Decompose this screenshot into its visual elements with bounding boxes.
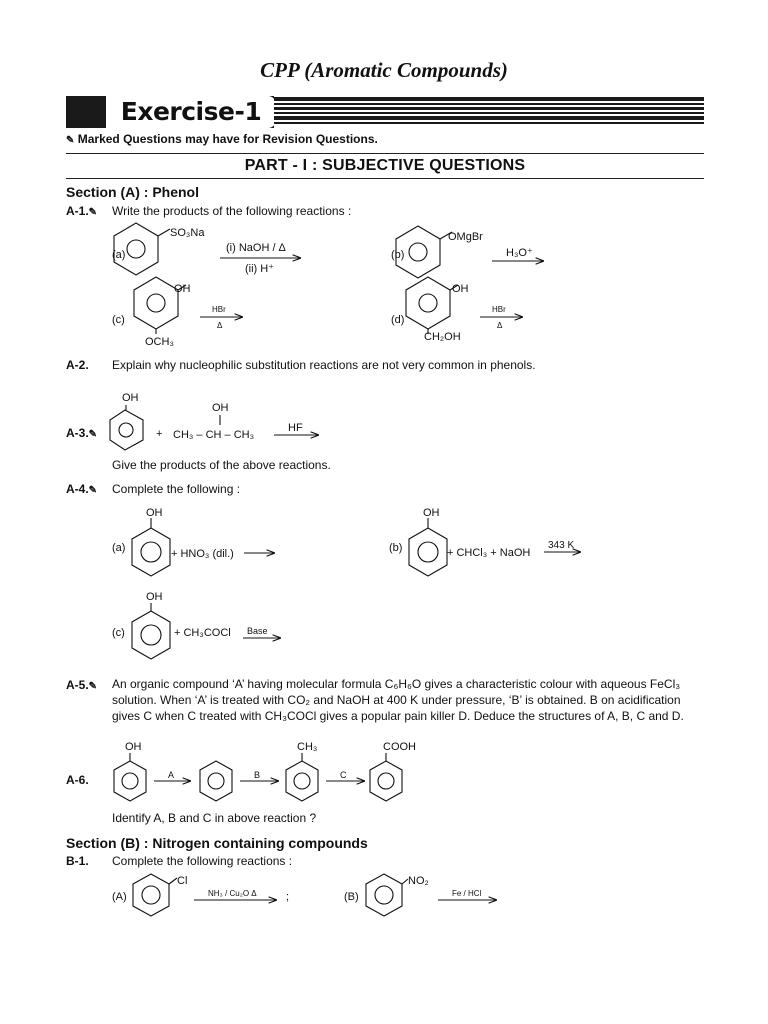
question-number-a1: A-1.✎	[66, 204, 98, 218]
substituent-ch3: CH₃	[297, 741, 318, 753]
reagent-ch3cocl: + CH₃COCl	[174, 627, 231, 639]
reagent: (i) NaOH / Δ	[226, 242, 286, 254]
revision-note-text: Marked Questions may have for Revision Questions.	[77, 132, 378, 146]
reactant-isopropanol: CH₃ – CH – CH₃	[173, 429, 255, 441]
question-text-a4: Complete the following :	[112, 482, 241, 496]
a5-line: An organic compound ‘A’ having molecular formula C₆H₆O gives a characteristic colour with aqueous FeCl₃	[112, 677, 681, 691]
part-heading: PART - I : SUBJECTIVE QUESTIONS	[244, 157, 526, 174]
label-b: (b)	[391, 249, 405, 261]
question-text-a2: Explain why nucleophilic substitution reactions are not very common in phenols.	[112, 358, 536, 372]
substituent-och3: OCH₃	[145, 336, 174, 348]
question-number-b1: B-1.	[66, 854, 89, 868]
arrow-label-b: B	[254, 770, 261, 780]
plus-sign: +	[156, 428, 163, 440]
exercise-banner-label: Exercise-1	[104, 96, 276, 128]
substituent-cooh: COOH	[383, 741, 416, 753]
benzene-ring	[110, 410, 143, 450]
question-text-b1: Complete the following reactions :	[112, 854, 293, 868]
question-number-a2: A-2.	[66, 358, 89, 372]
reagent-hno3: + HNO₃ (dil.)	[171, 548, 234, 560]
benzene-ring	[406, 277, 450, 329]
reagent-fe: Fe / HCl	[452, 889, 482, 898]
reagent-chcl3: + CHCl₃ + NaOH	[447, 547, 531, 559]
substituent-oh: OH	[122, 392, 139, 404]
pen-icon: ✎	[66, 135, 75, 146]
reagent: Δ	[217, 321, 223, 330]
pen-icon: ✎	[88, 681, 98, 692]
substituent-oh: OH	[146, 507, 163, 519]
label-a: (a)	[112, 249, 126, 261]
substituent-oh: OH	[423, 507, 440, 519]
benzene-ring	[200, 761, 232, 801]
label-a: (a)	[112, 542, 126, 554]
arrow-label-a: A	[168, 770, 175, 780]
question-text-a6: Identify A, B and C in above reaction ?	[112, 811, 317, 825]
benzene-ring	[127, 240, 145, 258]
pen-icon: ✎	[88, 207, 98, 218]
benzene-ring	[286, 761, 318, 801]
substituent-so3na: SO₃Na	[170, 227, 205, 239]
arrow-label-c: C	[340, 770, 347, 780]
reagent: HBr	[212, 305, 226, 314]
a5-line: solution. When ‘A’ is treated with CO₂ and NaOH at 400 K under pressure, ‘B’ is obtained. B on acidification	[112, 693, 681, 707]
label-b: (b)	[389, 542, 403, 554]
question-number-a4: A-4.✎	[66, 482, 98, 496]
substituent-oh: OH	[125, 741, 142, 753]
benzene-ring	[370, 761, 402, 801]
substituent-oh: OH	[452, 283, 469, 295]
benzene-ring	[132, 528, 170, 576]
section-a-heading: Section (A) : Phenol	[66, 184, 199, 200]
reagent-hf: HF	[288, 422, 303, 434]
benzene-ring	[132, 611, 170, 659]
separator: ;	[286, 891, 290, 903]
reagent-base: Base	[247, 626, 268, 636]
benzene-ring	[133, 874, 169, 916]
label-c: (c)	[112, 314, 125, 326]
substituent-no2: NO₂	[408, 875, 429, 887]
a5-line: gives C when C treated with CH₃COCl gives a popular pain killer D. Deduce the structures of A, B, C and D.	[112, 709, 684, 723]
substituent-ch2oh: CH₂OH	[424, 331, 461, 343]
label-A: (A)	[112, 891, 127, 903]
label-d: (d)	[391, 314, 405, 326]
substituent-omgbr: OMgBr	[448, 231, 483, 243]
section-b-heading: Section (B) : Nitrogen containing compounds	[66, 835, 368, 851]
label-B: (B)	[344, 891, 359, 903]
reagent: (ii) H⁺	[245, 263, 275, 275]
reagent-nh3: NH₃ / Cu₂O Δ	[208, 889, 257, 898]
substituent-oh: OH	[212, 402, 229, 414]
question-number-a5: A-5.✎	[66, 678, 98, 692]
question-text-a1: Write the products of the following reactions :	[112, 204, 352, 218]
question-number-a3: A-3.✎	[66, 426, 98, 440]
benzene-ring	[114, 761, 146, 801]
substituent-cl: Cl	[177, 875, 188, 887]
benzene-ring	[366, 874, 402, 916]
reagent: Δ	[497, 321, 503, 330]
label-c: (c)	[112, 627, 125, 639]
benzene-ring	[409, 528, 447, 576]
page-title: CPP (Aromatic Compounds)	[260, 58, 508, 82]
substituent-oh: OH	[146, 591, 163, 603]
substituent-oh: OH	[174, 283, 191, 295]
reagent: HBr	[492, 305, 506, 314]
benzene-ring	[134, 277, 178, 329]
pen-icon: ✎	[88, 429, 98, 440]
question-text-a3: Give the products of the above reactions.	[112, 458, 331, 472]
reagent: H₃O⁺	[506, 247, 533, 259]
question-text-a5	[112, 676, 712, 724]
pen-icon: ✎	[88, 485, 98, 496]
reagent-temp: 343 K	[548, 540, 575, 551]
question-number-a6: A-6.	[66, 773, 89, 787]
